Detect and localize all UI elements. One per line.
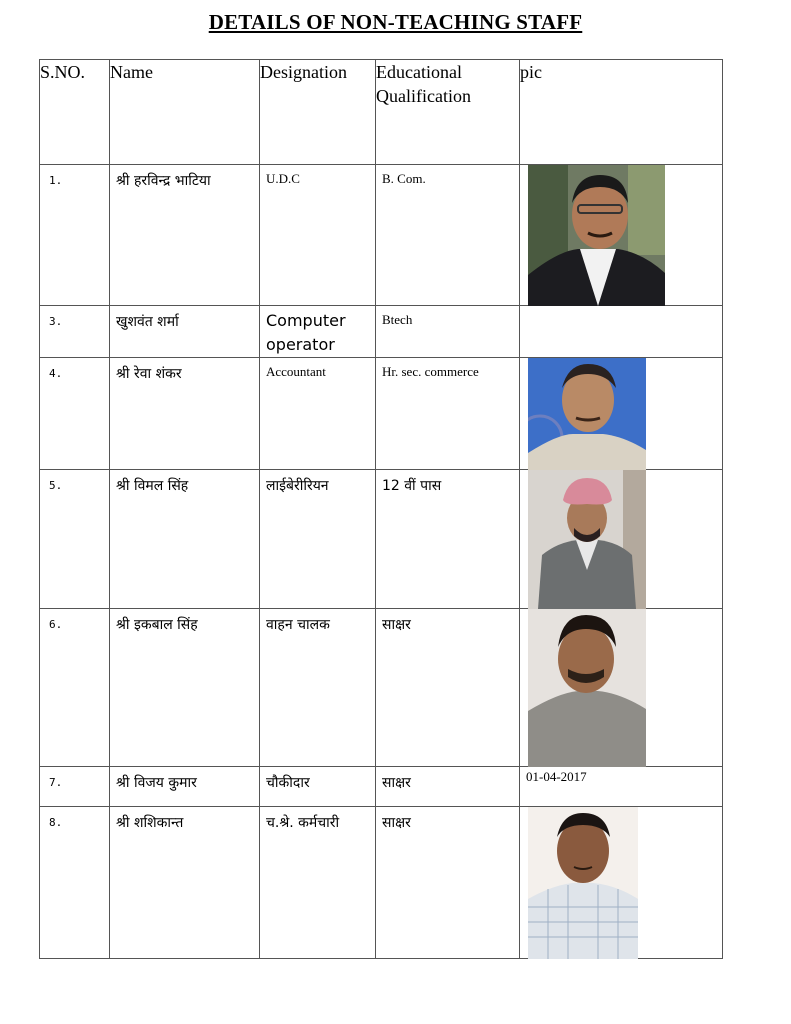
row-designation: वाहन चालक <box>260 609 376 767</box>
row-name: श्री हरविन्द्र भाटिया <box>110 165 260 306</box>
row-sno: 3. <box>40 306 110 358</box>
table-row <box>40 306 723 358</box>
row-qualification: Hr. sec. commerce <box>376 358 520 470</box>
row-sno: 1. <box>40 165 110 306</box>
page-title: DETAILS OF NON-TEACHING STAFF <box>208 10 583 34</box>
table-row <box>40 609 723 767</box>
row-name: श्री इकबाल सिंह <box>110 609 260 767</box>
row-name: श्री विमल सिंह <box>110 470 260 609</box>
row-sno: 6. <box>40 609 110 767</box>
row-qualification: Btech <box>376 306 520 358</box>
row-sno: 7. <box>40 767 110 807</box>
staff-photo <box>528 470 646 609</box>
table-row <box>40 165 723 306</box>
header-sno: S.NO. <box>40 60 110 165</box>
row-pic <box>520 306 723 358</box>
table-row <box>40 358 723 470</box>
header-name: Name <box>110 60 260 165</box>
row-designation: च.श्रे. कर्मचारी <box>260 807 376 959</box>
table-row <box>40 470 723 609</box>
row-pic <box>520 165 723 306</box>
row-qualification: साक्षर <box>376 807 520 959</box>
row-pic <box>520 807 723 959</box>
header-pic: pic <box>520 60 723 165</box>
row-pic <box>520 470 723 609</box>
row-name: श्री विजय कुमार <box>110 767 260 807</box>
row-qualification: 12 वीं पास <box>376 470 520 609</box>
row-sno: 8. <box>40 807 110 959</box>
table-row <box>40 807 723 959</box>
row-designation: U.D.C <box>260 165 376 306</box>
row-pic <box>520 767 723 807</box>
row-sno: 4. <box>40 358 110 470</box>
row-qualification: B. Com. <box>376 165 520 306</box>
staff-photo <box>528 165 665 306</box>
header-qualification: Educational Qualification <box>376 60 520 165</box>
row-designation: लाईबेरीरियन <box>260 470 376 609</box>
row-sno: 5. <box>40 470 110 609</box>
row-qualification: साक्षर <box>376 767 520 807</box>
row-pic <box>520 609 723 767</box>
row-name: खुशवंत शर्मा <box>110 306 260 358</box>
staff-photo <box>528 807 638 959</box>
header-designation: Designation <box>260 60 376 165</box>
table-row <box>40 767 723 807</box>
staff-photo <box>528 609 646 767</box>
row-name: श्री शशिकान्त <box>110 807 260 959</box>
table-header-row <box>40 60 723 165</box>
row-pic <box>520 358 723 470</box>
staff-photo <box>528 358 646 470</box>
staff-table <box>39 59 723 959</box>
row-designation: चौकीदार <box>260 767 376 807</box>
row-designation: Accountant <box>260 358 376 470</box>
row-qualification: साक्षर <box>376 609 520 767</box>
row-designation: Computer operator <box>260 306 376 358</box>
date-label: 01-04-2017 <box>526 769 587 784</box>
row-name: श्री रेवा शंकर <box>110 358 260 470</box>
